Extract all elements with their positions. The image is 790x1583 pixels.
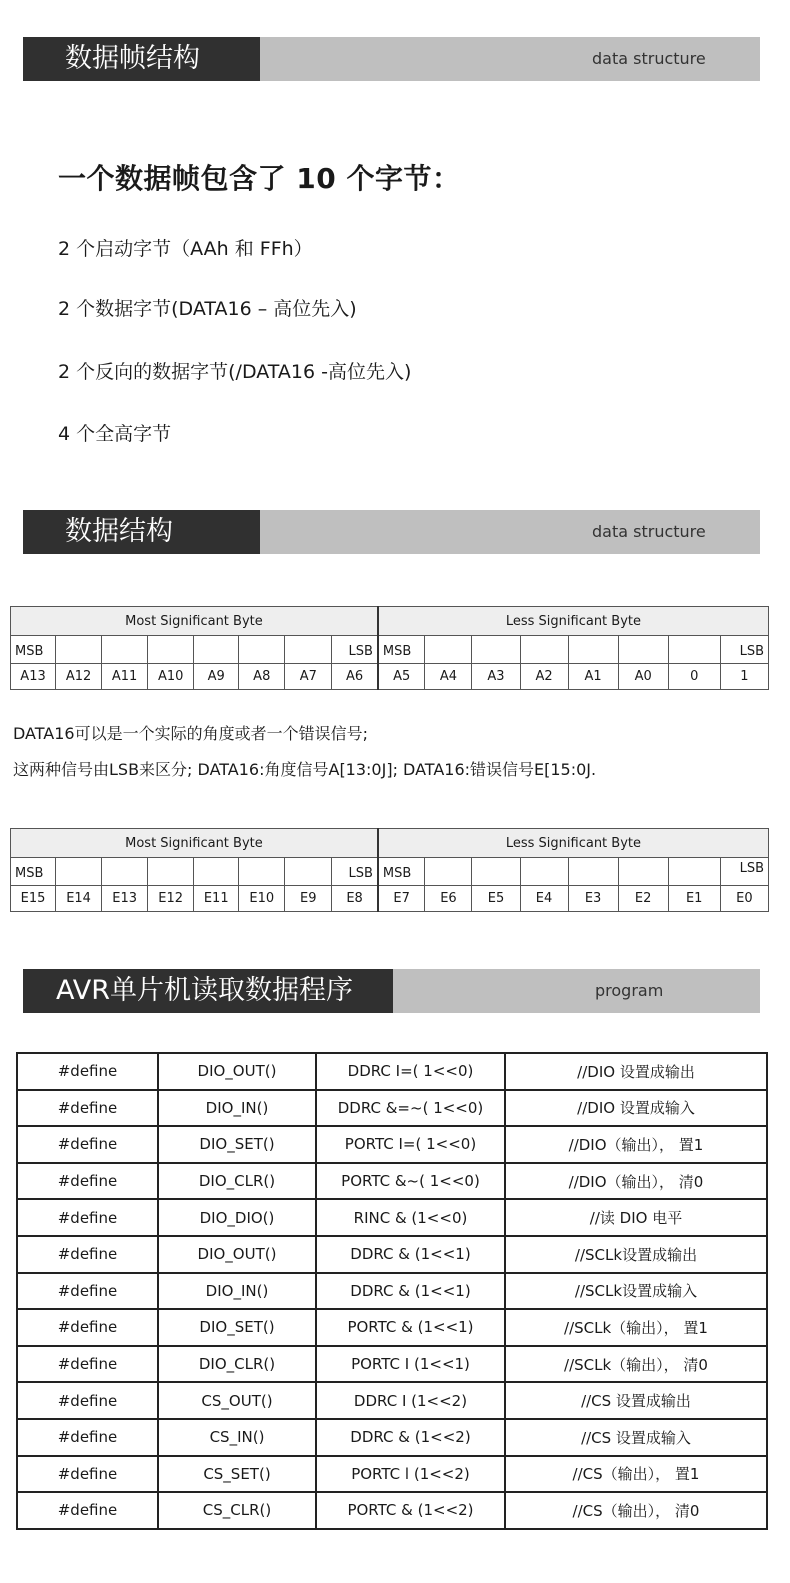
msb-byte-header: Most Significant Byte [11, 607, 378, 636]
macro-name: CS_IN() [158, 1419, 316, 1456]
macro-body: DDRC & (1<<1) [316, 1273, 505, 1310]
bit-cell: A13 [11, 664, 56, 690]
macro-name: DIO_OUT() [158, 1053, 316, 1090]
program-row [17, 1126, 767, 1163]
define-keyword: #define [17, 1053, 158, 1090]
lsb-note: 这两种信号由LSB来区分; DATA16:角度信号A[13:0J]; DATA16:错误信号E[15:0J. [13, 760, 597, 779]
macro-body: PORTC & (1<<1) [316, 1309, 505, 1346]
macro-comment: //DIO 设置成输出 [505, 1053, 767, 1090]
msb-label: MSB [11, 636, 56, 664]
macro-body: PORTC l (1<<2) [316, 1456, 505, 1493]
frame-line-high-bytes: 4 个全高字节 [58, 423, 172, 445]
bit-cell: E3 [568, 886, 618, 912]
bit-cell: A5 [378, 664, 425, 690]
section-title: 数据帧结构 [23, 37, 260, 81]
macro-name: CS_SET() [158, 1456, 316, 1493]
msb-byte-header: Most Significant Byte [11, 829, 378, 858]
bit-cell: A0 [618, 664, 668, 690]
frame-line-inverted-bytes: 2 个反向的数据字节(/DATA16 -高位先入) [58, 361, 412, 383]
bit-cell: A8 [239, 664, 285, 690]
macro-body: DDRC I (1<<2) [316, 1382, 505, 1419]
lsb-label: LSB [332, 858, 378, 886]
bit-cell: 0 [668, 664, 720, 690]
macro-body: DDRC & (1<<2) [316, 1419, 505, 1456]
macro-name: DIO_CLR() [158, 1163, 316, 1200]
bit-cell: A12 [56, 664, 102, 690]
program-row [17, 1382, 767, 1419]
define-keyword: #define [17, 1163, 158, 1200]
bit-cell: A9 [194, 664, 239, 690]
macro-comment: //DIO（输出）， 清0 [505, 1163, 767, 1200]
bit-cell: E8 [332, 886, 378, 912]
bit-cell: A2 [520, 664, 568, 690]
define-keyword: #define [17, 1492, 158, 1529]
program-row [17, 1163, 767, 1200]
avr-program-table [16, 1052, 768, 1530]
bit-cell: A10 [148, 664, 194, 690]
section-banner-program [23, 969, 760, 1013]
define-keyword: #define [17, 1236, 158, 1273]
macro-body: PORTC I (1<<1) [316, 1346, 505, 1383]
macro-comment: //SCLk设置成输入 [505, 1273, 767, 1310]
program-row [17, 1199, 767, 1236]
bit-cell: A7 [285, 664, 332, 690]
macro-comment: //SCLk（输出）， 置1 [505, 1309, 767, 1346]
macro-name: CS_OUT() [158, 1382, 316, 1419]
section-title: 数据结构 [23, 510, 260, 554]
lsb-label: LSB [720, 858, 768, 886]
macro-name: DIO_SET() [158, 1126, 316, 1163]
bit-cell: E9 [285, 886, 332, 912]
define-keyword: #define [17, 1090, 158, 1127]
program-row [17, 1273, 767, 1310]
bit-cell: E7 [378, 886, 425, 912]
section-title: AVR单片机读取数据程序 [23, 969, 393, 1013]
bit-cell: E15 [11, 886, 56, 912]
lsb-byte-header: Less Significant Byte [378, 607, 769, 636]
macro-name: DIO_CLR() [158, 1346, 316, 1383]
define-keyword: #define [17, 1309, 158, 1346]
lsb-label: LSB [332, 636, 378, 664]
lsb-byte-header: Less Significant Byte [378, 829, 769, 858]
bit-cell: E13 [102, 886, 148, 912]
macro-name: DIO_SET() [158, 1309, 316, 1346]
bit-cell: E4 [520, 886, 568, 912]
msb-label: MSB [11, 858, 56, 886]
bit-cell: E11 [194, 886, 239, 912]
macro-comment: //SCLk设置成输出 [505, 1236, 767, 1273]
define-keyword: #define [17, 1126, 158, 1163]
bit-cell: A4 [425, 664, 472, 690]
bit-cell: 1 [720, 664, 768, 690]
bit-cell: E10 [239, 886, 285, 912]
section-subtitle: program [393, 969, 760, 1013]
macro-name: DIO_IN() [158, 1090, 316, 1127]
program-row [17, 1309, 767, 1346]
macro-name: DIO_IN() [158, 1273, 316, 1310]
frame-description-heading: 一个数据帧包含了 10 个字节： [58, 162, 461, 195]
macro-comment: //CS（输出）， 置1 [505, 1456, 767, 1493]
bit-cell: E1 [668, 886, 720, 912]
bit-cell: A11 [102, 664, 148, 690]
define-keyword: #define [17, 1346, 158, 1383]
section-banner-frame-structure [23, 37, 760, 81]
data16-note: DATA16可以是一个实际的角度或者一个错误信号; [13, 724, 368, 743]
program-row [17, 1053, 767, 1090]
error-bit-table [10, 828, 769, 912]
macro-body: PORTC I=( 1<<0) [316, 1126, 505, 1163]
msb-label: MSB [378, 636, 425, 664]
bit-cell: E5 [472, 886, 520, 912]
macro-body: DDRC & (1<<1) [316, 1236, 505, 1273]
program-row [17, 1236, 767, 1273]
macro-name: DIO_OUT() [158, 1236, 316, 1273]
macro-body: DDRC &=~( 1<<0) [316, 1090, 505, 1127]
macro-body: PORTC & (1<<2) [316, 1492, 505, 1529]
macro-body: DDRC I=( 1<<0) [316, 1053, 505, 1090]
section-subtitle: data structure [260, 37, 760, 81]
define-keyword: #define [17, 1273, 158, 1310]
macro-comment: //CS（输出）， 清0 [505, 1492, 767, 1529]
macro-name: CS_CLR() [158, 1492, 316, 1529]
macro-comment: //SCLk（输出）， 清0 [505, 1346, 767, 1383]
program-row [17, 1492, 767, 1529]
bit-cell: A6 [332, 664, 378, 690]
angle-bit-table [10, 606, 769, 690]
section-banner-data-structure [23, 510, 760, 554]
program-row [17, 1419, 767, 1456]
bit-cell: E12 [148, 886, 194, 912]
bit-cell: E14 [56, 886, 102, 912]
bit-cell: E2 [618, 886, 668, 912]
bit-cell: E0 [720, 886, 768, 912]
frame-line-start-bytes: 2 个启动字节（AAh 和 FFh） [58, 238, 313, 260]
macro-comment: //DIO 设置成输入 [505, 1090, 767, 1127]
define-keyword: #define [17, 1382, 158, 1419]
frame-line-data-bytes: 2 个数据字节(DATA16 – 高位先入) [58, 298, 357, 320]
macro-body: RINC & (1<<0) [316, 1199, 505, 1236]
program-row [17, 1456, 767, 1493]
bit-cell: A3 [472, 664, 520, 690]
bit-cell: A1 [568, 664, 618, 690]
macro-comment: //读 DIO 电平 [505, 1199, 767, 1236]
msb-label: MSB [378, 858, 425, 886]
program-row [17, 1090, 767, 1127]
macro-comment: //DIO（输出）， 置1 [505, 1126, 767, 1163]
macro-comment: //CS 设置成输出 [505, 1382, 767, 1419]
bit-cell: E6 [425, 886, 472, 912]
macro-name: DIO_DIO() [158, 1199, 316, 1236]
macro-comment: //CS 设置成输入 [505, 1419, 767, 1456]
program-row [17, 1346, 767, 1383]
define-keyword: #define [17, 1199, 158, 1236]
define-keyword: #define [17, 1456, 158, 1493]
section-subtitle: data structure [260, 510, 760, 554]
macro-body: PORTC &~( 1<<0) [316, 1163, 505, 1200]
lsb-label: LSB [720, 636, 768, 664]
define-keyword: #define [17, 1419, 158, 1456]
